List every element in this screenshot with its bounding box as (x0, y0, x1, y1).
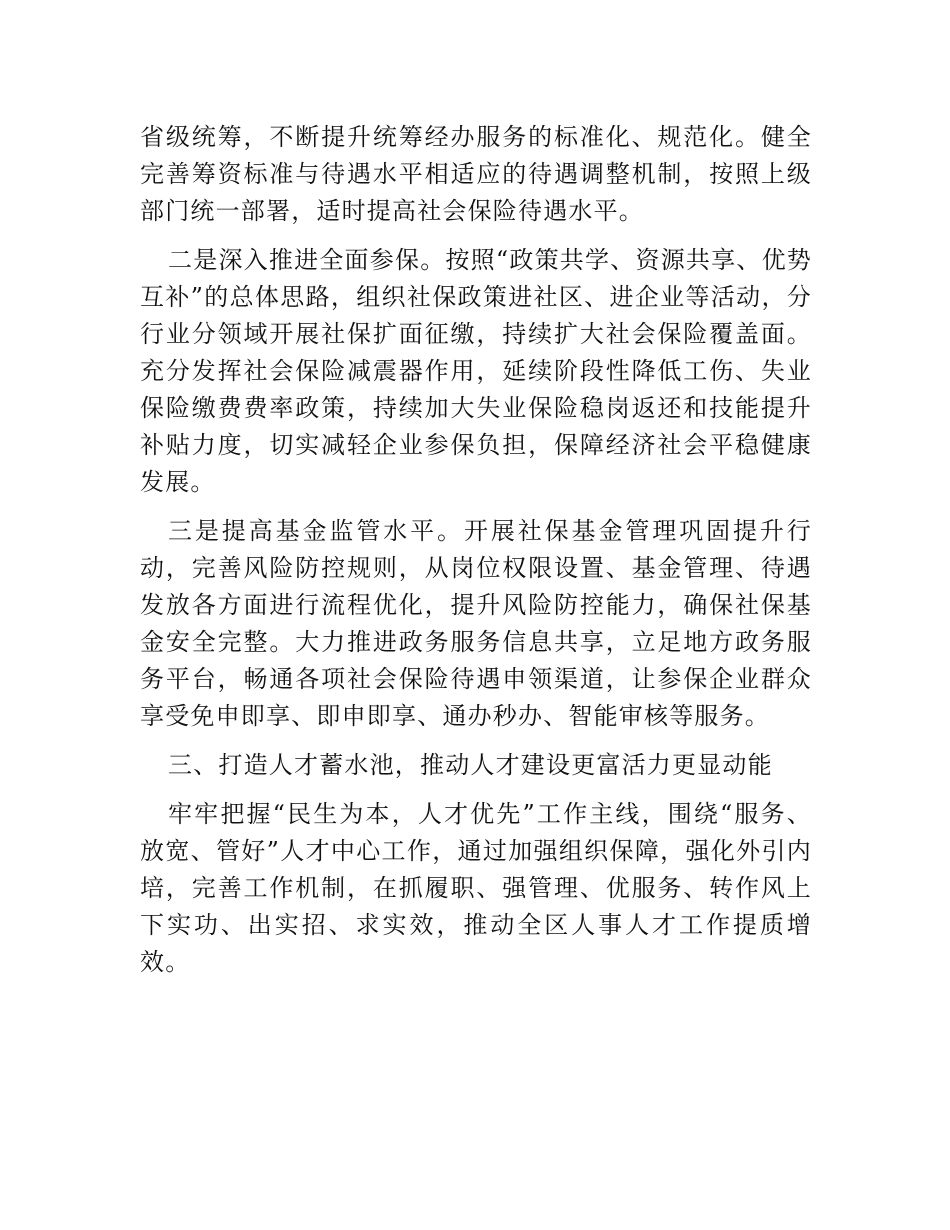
paragraph-continuation: 省级统筹，不断提升统筹经办服务的标准化、规范化。健全完善筹资标准与待遇水平相适应的待遇调整机制，按照上级部门统一部署，适时提高社会保险待遇水平。 (140, 123, 812, 225)
paragraph-participation: 二是深入推进全面参保。按照“政策共学、资源共享、优势互补”的总体思路，组织社保政策进社区、进企业等活动，分行业分领域开展社保扩面征缴，持续扩大社会保险覆盖面。充分发挥社会保险减震器作用，延续阶段性降低工伤、失业保险缴费费率政策，持续加大失业保险稳岗返还和技能提升补贴力度，切实减轻企业参保负担，保障经济社会平稳健康发展。 (140, 246, 812, 496)
paragraph-talent-work: 牢牢把握“民生为本，人才优先”工作主线，围绕“服务、放宽、管好”人才中心工作，通过加强组织保障，强化外引内培，完善工作机制，在抓履职、强管理、优服务、转作风上下实功、出实招、求实效，推动全区人事人才工作提质增效。 (140, 800, 812, 976)
document-body (140, 119, 812, 993)
section-heading: 三、打造人才蓄水池，推动人才建设更富活力更显动能 (168, 751, 773, 779)
paragraph-fund-supervision: 三是提高基金监管水平。开展社保基金管理巩固提升行动，完善风险防控规则，从岗位权限设置、基金管理、待遇发放各方面进行流程优化，提升风险防控能力，确保社保基金安全完整。大力推进政务服务信息共享，立足地方政务服务平台，畅通各项社会保险待遇申领渠道，让参保企业群众享受免申即享、即申即享、通办秒办、智能审核等服务。 (140, 517, 812, 730)
